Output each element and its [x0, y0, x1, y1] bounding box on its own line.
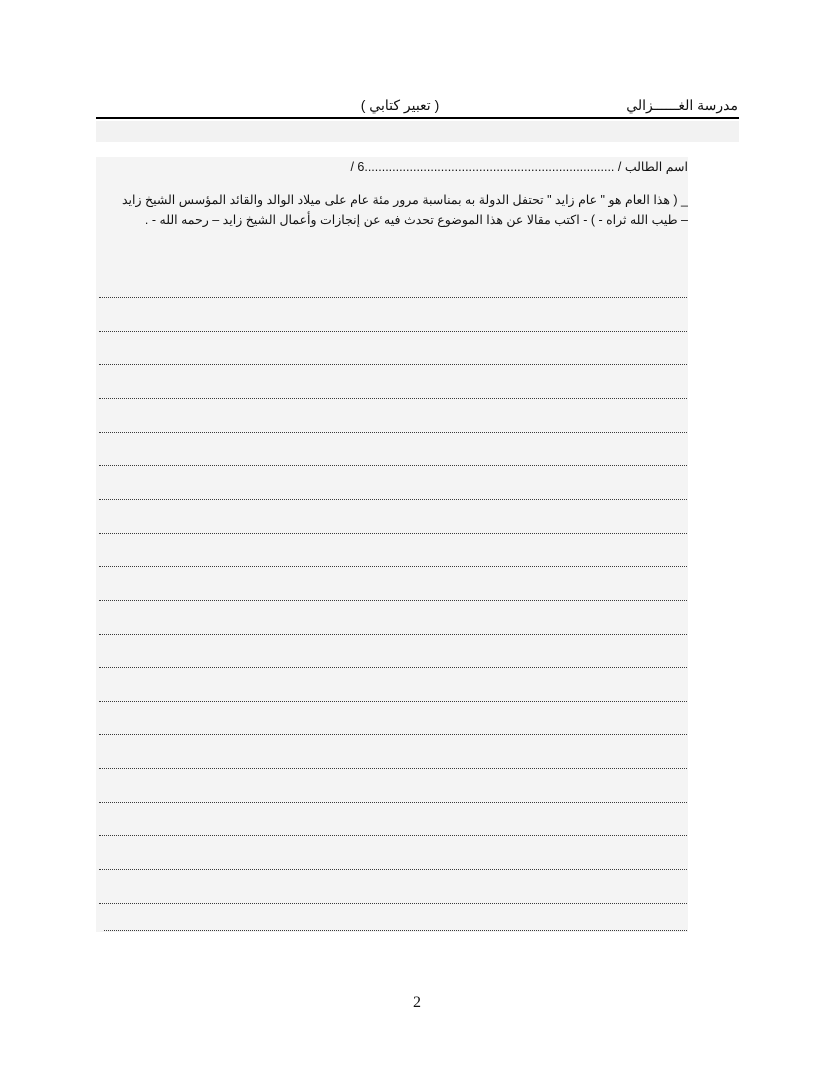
writing-line[interactable]	[99, 331, 687, 332]
prompt-line-2: – طيب الله ثراه - ) - اكتب مقالا عن هذا الموضوع تحدث فيه عن إنجازات وأعمال الشيخ زايد – رحمه الله - .	[144, 213, 688, 227]
writing-line[interactable]	[99, 835, 687, 836]
writing-line[interactable]	[99, 869, 687, 870]
writing-line[interactable]	[99, 432, 687, 433]
writing-line[interactable]	[99, 465, 687, 466]
writing-line[interactable]	[99, 768, 687, 769]
writing-line[interactable]	[104, 930, 687, 931]
writing-line[interactable]	[99, 734, 687, 735]
writing-line[interactable]	[99, 667, 687, 668]
writing-line[interactable]	[99, 903, 687, 904]
writing-line[interactable]	[99, 364, 687, 365]
writing-line[interactable]	[99, 297, 687, 298]
writing-line[interactable]	[99, 802, 687, 803]
school-name: مدرسة الغــــــزالي	[626, 97, 738, 113]
writing-line[interactable]	[99, 533, 687, 534]
writing-line[interactable]	[99, 566, 687, 567]
writing-line[interactable]	[99, 600, 687, 601]
worksheet-title: ( تعبير كتابي )	[360, 97, 440, 113]
writing-line[interactable]	[99, 634, 687, 635]
writing-line[interactable]	[99, 499, 687, 500]
page-number: 2	[413, 994, 421, 1011]
prompt-line-1: _ ( هذا العام هو " عام زايد " تحتفل الدولة به بمناسبة مرور مئة عام على ميلاد الوالد والقائد المؤسس الشيخ زايد	[121, 193, 688, 207]
writing-line[interactable]	[99, 398, 687, 399]
writing-line[interactable]	[99, 701, 687, 702]
student-name-line[interactable]: اسم الطالب / ........................................................................6 /	[350, 160, 688, 174]
